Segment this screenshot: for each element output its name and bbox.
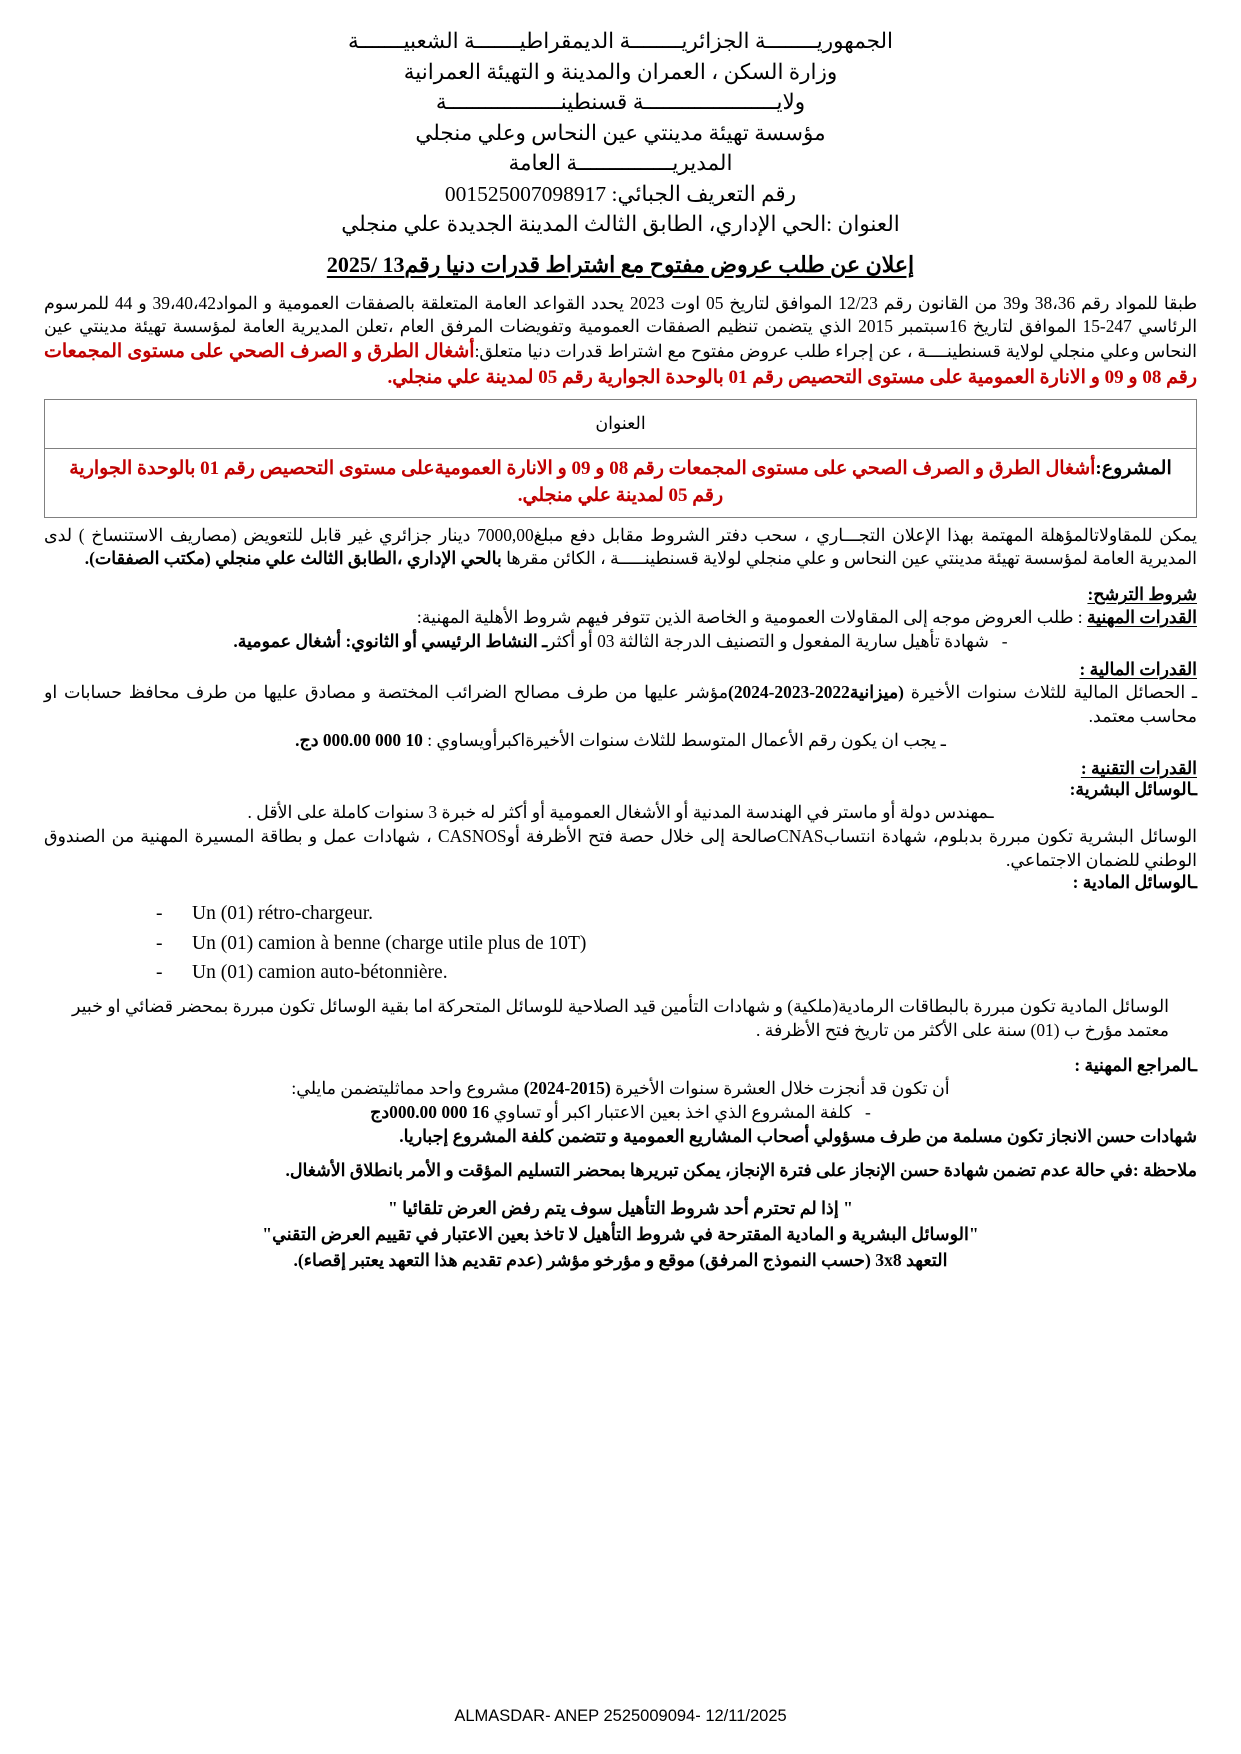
dash-marker: - [852,1101,871,1122]
page-title: إعلان عن طلب عروض مفتوح مع اشتراط قدرات دنيا رقم13 /2025 [326,251,915,277]
financial-line-1 [44,680,1197,728]
quote-disqualification: " إذا لم تحترم أحد شروط التأهيل سوف يتم رفض العرض تلقائيا " [388,1198,853,1219]
professional-item-normal: شهادة تأهيل سارية المفعول و التصنيف الدرجة الثالثة 03 أو أكثر [547,630,989,651]
document-header [44,26,1197,240]
observation-note: ملاحظة :في حالة عدم تضمن شهادة حسن الإنجاز على فترة الإنجاز، يمكن تبريرها بمحضر التسليم المؤقت و الأمر بانطلاق الأشغال. [285,1159,1197,1180]
financial-minimum-turnover: 10 000 000.00 دج. [295,729,423,750]
subsection-human-resources-label: ـالوسائل البشرية: [1069,778,1197,799]
subsection-material-resources-label: ـالوسائل المادية : [1072,872,1197,893]
professional-capacity-text: : طلب العروض موجه إلى المقاولات العمومية و الخاصة الذين تتوفر فيهم شروط الأهلية المهنية: [416,606,1087,627]
withdrawal-paragraph [44,524,1197,571]
human-resources-line-2: الوسائل البشرية تكون مبررة بدبلوم، شهادة انتسابCNASصالحة إلى خلال حصة فتح الأظرفة أوCASNOS ، شهادات عمل و بطاقة المسيرة المهنية من الصندوق الوطني للضمان الاجتماعي. [44,825,1197,870]
list-item: - Un (01) camion auto-bétonnière. [156,958,1197,988]
tax-id-label: رقم التعريف الجبائي: [611,181,797,206]
tax-id-number: 001525007098917 [444,181,607,206]
quote-commitment-form: التعهد 3x8 (حسب النموذج المرفق) موقع و مؤرخو مؤشر (عدم تقديم هذا التعهد يعتبر إقصاء). [293,1249,948,1270]
header-line-establishment: مؤسسة تهيئة مدينتي عين النحاس وعلي منجلي [415,120,826,145]
material-resources-list [44,899,1197,988]
header-line-ministry: وزارة السكن ، العمران والمدينة و التهيئة العمرانية [403,59,838,84]
page-footer: ALMASDAR- ANEP 2525009094- 12/11/2025 [454,1707,787,1725]
financial-line-1-b: مؤشر عليها من طرف مصالح الضرائب المختصة و مصادق عليها من طرف محافظ حسابات او محاسب معتمد. [44,681,1197,726]
professional-item-bold: ـ النشاط الرئيسي أو الثانوي: أشغال عمومية. [233,630,548,651]
intro-legal-text: طبقا للمواد رقم 38،36 و39 من القانون رقم 12/23 الموافق لتاريخ 05 اوت 2023 يحدد القواعد العامة المتعلقة بالصفقات العمومية و المواد39،40،42 و 44 للمرسوم الرئاسي 247-15 الموافق لتاريخ 16سبتمبر 2015 الذي يتضمن تنظيم الصفقات العمومية وتفويضات المرفق العام ،تعلن المديرية العامة لمؤسسة تهيئة مدينتي عين النحاس وعلي منجلي لولاية قسنطينــــة ، عن إجراء طلب عروض مفتوح مع اشتراط قدرات دنيا متعلق: [44,292,1198,361]
references-period: (2015-2024) [523,1077,611,1098]
quote-technical-evaluation: "الوسائل البشرية و المادية المقترحة في شروط التأهيل لا تاخذ بعين الاعتبار في تقييم العرض التقني" [262,1224,979,1244]
references-cost-text: كلفة المشروع الذي اخذ بعين الاعتبار اكبر أو تساوي [493,1101,852,1122]
references-line-1-b: مشروع واحد مماثليتضمن مايلي: [291,1077,524,1098]
header-line-address: العنوان :الحي الإداري، الطابق الثالث المدينة الجديدة علي منجلي [341,212,900,237]
professional-capacity-item [44,629,1197,653]
financial-line-1-a: ـ الحصائل المالية للثلاث سنوات الأخيرة [903,681,1197,702]
header-line-tax [44,179,1197,210]
header-line-republic: الجمهوريــــــــة الجزائريــــــــة الديمقراطيـــــــة الشعبيـــــــة [347,29,894,53]
references-cost-item [44,1100,1197,1124]
material-resources-note: الوسائل المادية تكون مبررة بالبطاقات الرمادية(ملكية) و شهادات التأمين قيد الصلاحية للوسائل المتحركة اما بقية الوسائل تكون مبررة بمحضر قضائي او خبير معتمد مؤرخ ب (01) سنة على الأكثر من تاريخ فتح الأظرفة . [72,995,1169,1040]
withdrawal-office-bold: بالحي الإداري ،الطابق الثالث علي منجلي (مكتب الصفقات). [84,548,502,569]
table-row [45,448,1197,517]
project-table [44,399,1197,518]
references-cost-amount: 16 000 000.00دج [370,1101,490,1122]
professional-capacity-line [44,605,1197,629]
section-heading-technical: القدرات التقنية : [1080,757,1197,778]
intro-project-red-text: أشغال الطرق و الصرف الصحي على مستوى المجمعات رقم 08 و 09 و الانارة العمومية على مستوى التحصيص رقم 01 بالوحدة الجوارية رقم 05 لمدينة علي منجلي. [44,340,1197,388]
dash-marker: - [988,630,1008,651]
section-heading-financial: القدرات المالية : [1079,658,1197,679]
table-cell-project-label: المشروع: [1095,457,1172,479]
intro-paragraph [44,292,1197,391]
table-cell-project [45,448,1197,517]
financial-budget-years: (ميزانية2022-2023-2024) [728,681,904,702]
header-line-directorate: المديريـــــــــــــــة العامة [508,151,733,176]
list-item: - Un (01) rétro-chargeur. [156,899,1197,929]
quotes-block [44,1196,1197,1273]
financial-line-2 [44,728,1197,752]
section-heading-references: ـالمراجع المهنية : [1074,1054,1197,1075]
financial-line-2-a: ـ يجب ان يكون رقم الأعمال المتوسط للثلاث سنوات الأخيرةاكبرأويساوي : [427,729,946,750]
human-resources-line-1: ـمهندس دولة أو ماستر في الهندسة المدنية أو الأشغال العمومية أو أكثر له خبرة 3 سنوات كاملة على الأقل . [247,801,994,822]
header-line-wilaya: ولايـــــــــــــــــــــة قسنطينــــــــــــــــــة [435,90,806,115]
table-header-cell-address: العنوان [45,399,1197,448]
references-line-1-a: أن تكون قد أنجزت خلال العشرة سنوات الأخيرة [610,1077,950,1098]
withdrawal-text: يمكن للمقاولاتالمؤهلة المهتمة بهذا الإعلان التجـــاري ، سحب دفتر الشروط مقابل دفع مبلغ7000,00 دينار جزائري غير قابل للتعويض (مصاريف الاستنساخ ) لدى المديرية العامة لمؤسسة تهيئة مدينتي عين النحاس و علي منجلي لولاية قسنطينـــــة ، الكائن مقرها [44,524,1197,569]
references-line-2: شهادات حسن الانجاز تكون مسلمة من طرف مسؤولي أصحاب المشاريع العمومية و تتضمن كلفة المشروع إجباريا. [399,1125,1197,1146]
table-cell-project-value: أشغال الطرق و الصرف الصحي على مستوى المجمعات رقم 08 و 09 و الانارة العموميةعلى مستوى التحصيص رقم 01 بالوحدة الجوارية رقم 05 لمدينة علي منجلي. [69,457,1096,506]
table-header-row [45,399,1197,448]
list-item: - Un (01) camion à benne (charge utile plus de 10T) [156,929,1197,959]
section-heading-conditions: شروط الترشح: [1087,583,1197,604]
professional-capacity-label: القدرات المهنية [1086,606,1197,627]
references-line-1 [44,1076,1197,1100]
